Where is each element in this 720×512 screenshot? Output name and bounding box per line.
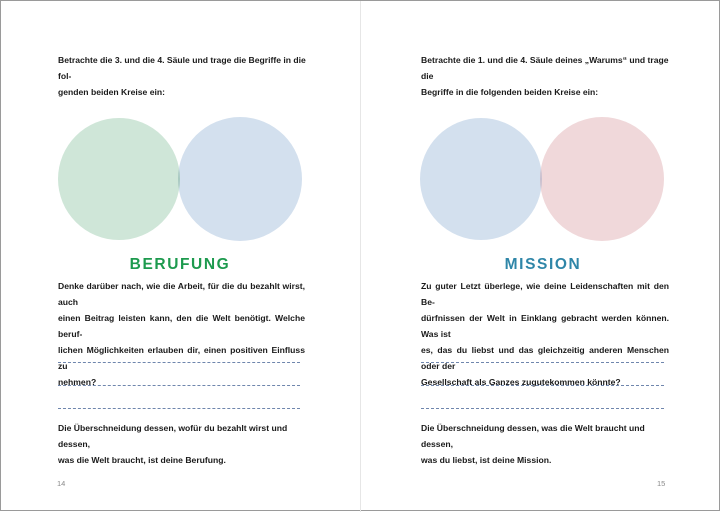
left-intro-text [58, 52, 306, 100]
answer-line-2[interactable] [421, 385, 664, 386]
answer-line-1[interactable] [421, 362, 664, 363]
berufung-heading: BERUFUNG [129, 256, 231, 273]
intro-line: Begriffe in die folgenden beiden Kreise ein: [421, 87, 599, 97]
question-line: nehmen? [58, 377, 97, 387]
question-line: Zu guter Letzt überlege, wie deine Leidenschaften mit den Be- [421, 281, 669, 307]
note-line: was die Welt braucht, ist deine Berufung. [58, 455, 226, 465]
venn-circle-left[interactable] [420, 118, 542, 240]
page-number-left: 14 [57, 479, 66, 488]
left-question-text [58, 278, 305, 390]
note-line: Die Überschneidung dessen, was die Welt braucht und dessen, [421, 423, 645, 449]
right-intro-text [421, 52, 669, 100]
note-line: Die Überschneidung dessen, wofür du bezahlt wirst und dessen, [58, 423, 288, 449]
right-page [361, 1, 720, 512]
berufung-venn-diagram [57, 113, 307, 247]
question-line: Gesellschaft als Ganzes zugutekommen könnte? [421, 377, 621, 387]
question-line: lichen Möglichkeiten erlauben dir, einen positiven Einfluss zu [58, 345, 305, 371]
question-line: es, das du liebst und das gleichzeitig anderen Menschen oder der [421, 345, 669, 371]
intro-line: Betrachte die 3. und die 4. Säule und trage die Begriffe in die fol- [58, 55, 306, 81]
answer-line-3[interactable] [421, 408, 664, 409]
venn-circle-left[interactable] [58, 118, 180, 240]
right-note-text [421, 420, 671, 468]
venn-circle-right[interactable] [540, 117, 664, 241]
answer-line-2[interactable] [58, 385, 300, 386]
answer-line-3[interactable] [58, 408, 300, 409]
answer-line-1[interactable] [58, 362, 300, 363]
note-line: was du liebst, ist deine Mission. [421, 455, 552, 465]
question-line: dürfnissen der Welt in Einklang gebracht werden können. Was ist [421, 313, 669, 339]
intro-line: genden beiden Kreise ein: [58, 87, 165, 97]
venn-circle-right[interactable] [178, 117, 302, 241]
left-note-text [58, 420, 308, 468]
right-question-text [421, 278, 669, 390]
intro-line: Betrachte die 1. und die 4. Säule deines „Warums“ und trage die [421, 55, 669, 81]
page-number-right: 15 [657, 479, 666, 488]
question-line: einen Beitrag leisten kann, den die Welt benötigt. Welche beruf- [58, 313, 305, 339]
mission-heading: MISSION [504, 256, 582, 273]
mission-venn-diagram [419, 113, 669, 247]
left-page [1, 1, 361, 512]
question-line: Denke darüber nach, wie die Arbeit, für die du bezahlt wirst, auch [58, 281, 305, 307]
